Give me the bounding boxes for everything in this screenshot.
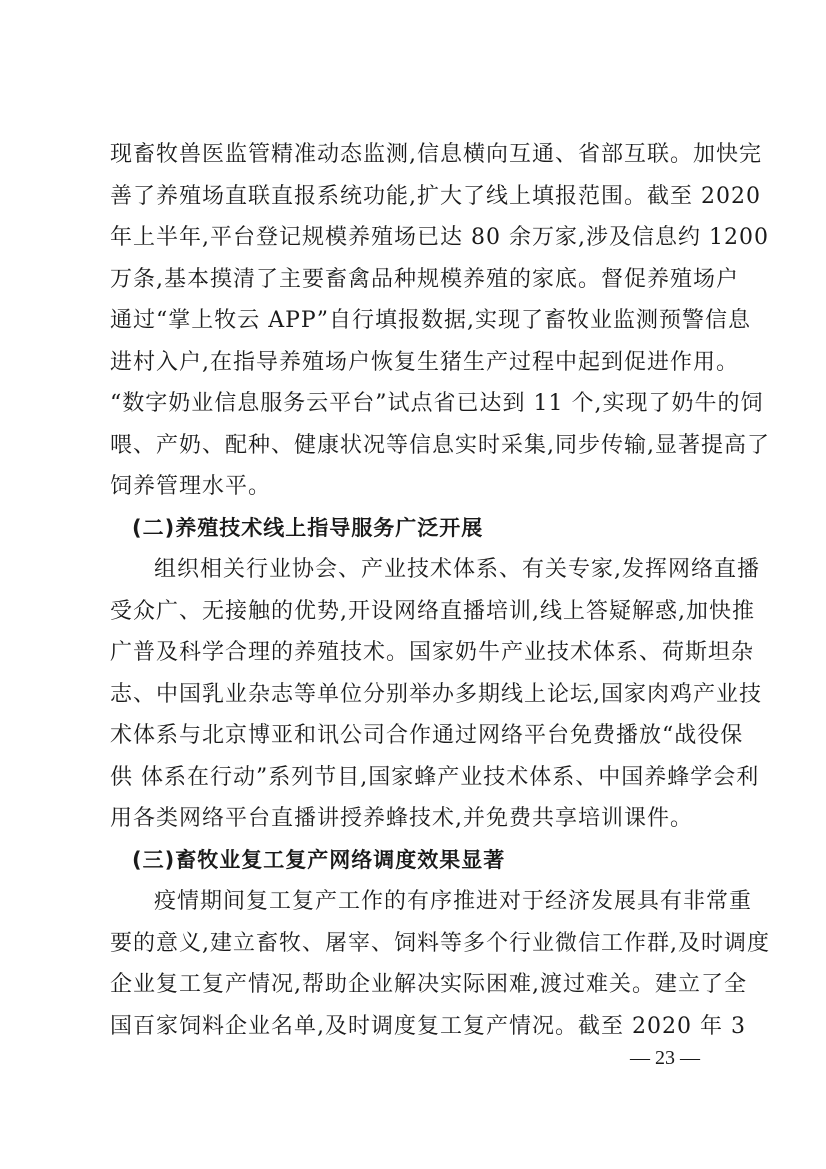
paragraph-line: 疫情期间复工复产工作的有序推进对于经济发展具有非常重 — [154, 889, 753, 914]
paragraph-line: 通过“掌上牧云 APP”自行填报数据,实现了畜牧业监测预警信息 — [110, 308, 751, 333]
paragraph-line: 广普及科学合理的养殖技术。国家奶牛产业技术体系、荷斯坦杂 — [110, 640, 755, 665]
paragraph-line: 善了养殖场直联直报系统功能,扩大了线上填报范围。截至 2020 — [110, 183, 761, 209]
section-heading: (二)养殖技术线上指导服务广泛开展 — [132, 515, 484, 540]
paragraph-line: 志、中国乳业杂志等单位分别举办多期线上论坛,国家肉鸡产业技 — [110, 681, 762, 707]
paragraph-line: 用各类网络平台直播讲授养蜂技术,并免费共享培训课件。 — [110, 806, 693, 831]
paragraph-line: 进村入户,在指导养殖场户恢复生猪生产过程中起到促进作用。 — [110, 349, 739, 375]
paragraph-line: 供 体系在行动”系列节目,国家蜂产业技术体系、中国养蜂学会利 — [110, 764, 760, 790]
paragraph-line: “数字奶业信息服务云平台”试点省已达到 11 个,实现了奶牛的饲 — [110, 391, 764, 416]
paragraph-line: 现畜牧兽医监管精准动态监测,信息横向互通、省部互联。加快完 — [110, 142, 762, 167]
page-number: — 23 — — [630, 1047, 700, 1069]
paragraph-line: 企业复工复产情况,帮助企业解决实际困难,渡过难关。建立了全 — [110, 972, 747, 997]
section-heading: (三)畜牧业复工复产网络调度效果显著 — [132, 847, 506, 872]
paragraph-line: 万条,基本摸清了主要畜禽品种规模养殖的家底。督促养殖场户 — [110, 266, 739, 292]
document-body — [110, 134, 770, 1047]
paragraph-line: 喂、产奶、配种、健康状况等信息实时采集,同步传输,显著提高了 — [110, 432, 770, 458]
paragraph-line: 国百家饲料企业名单,及时调度复工复产情况。截至 2020 年 3 — [110, 1013, 746, 1039]
paragraph-line: 组织相关行业协会、产业技术体系、有关专家,发挥网络直播 — [154, 557, 760, 582]
paragraph-line: 术体系与北京博亚和讯公司合作通过网络平台免费播放“战役保 — [110, 723, 744, 748]
paragraph-line: 年上半年,平台登记规模养殖场已达 80 余万家,涉及信息约 1200 — [110, 225, 769, 250]
paragraph-line: 要的意义,建立畜牧、屠宰、饲料等多个行业微信工作群,及时调度 — [110, 930, 770, 956]
paragraph-line: 饲养管理水平。 — [110, 474, 272, 499]
paragraph-line: 受众广、无接触的优势,开设网络直播培训,线上答疑解惑,加快推 — [110, 598, 755, 624]
